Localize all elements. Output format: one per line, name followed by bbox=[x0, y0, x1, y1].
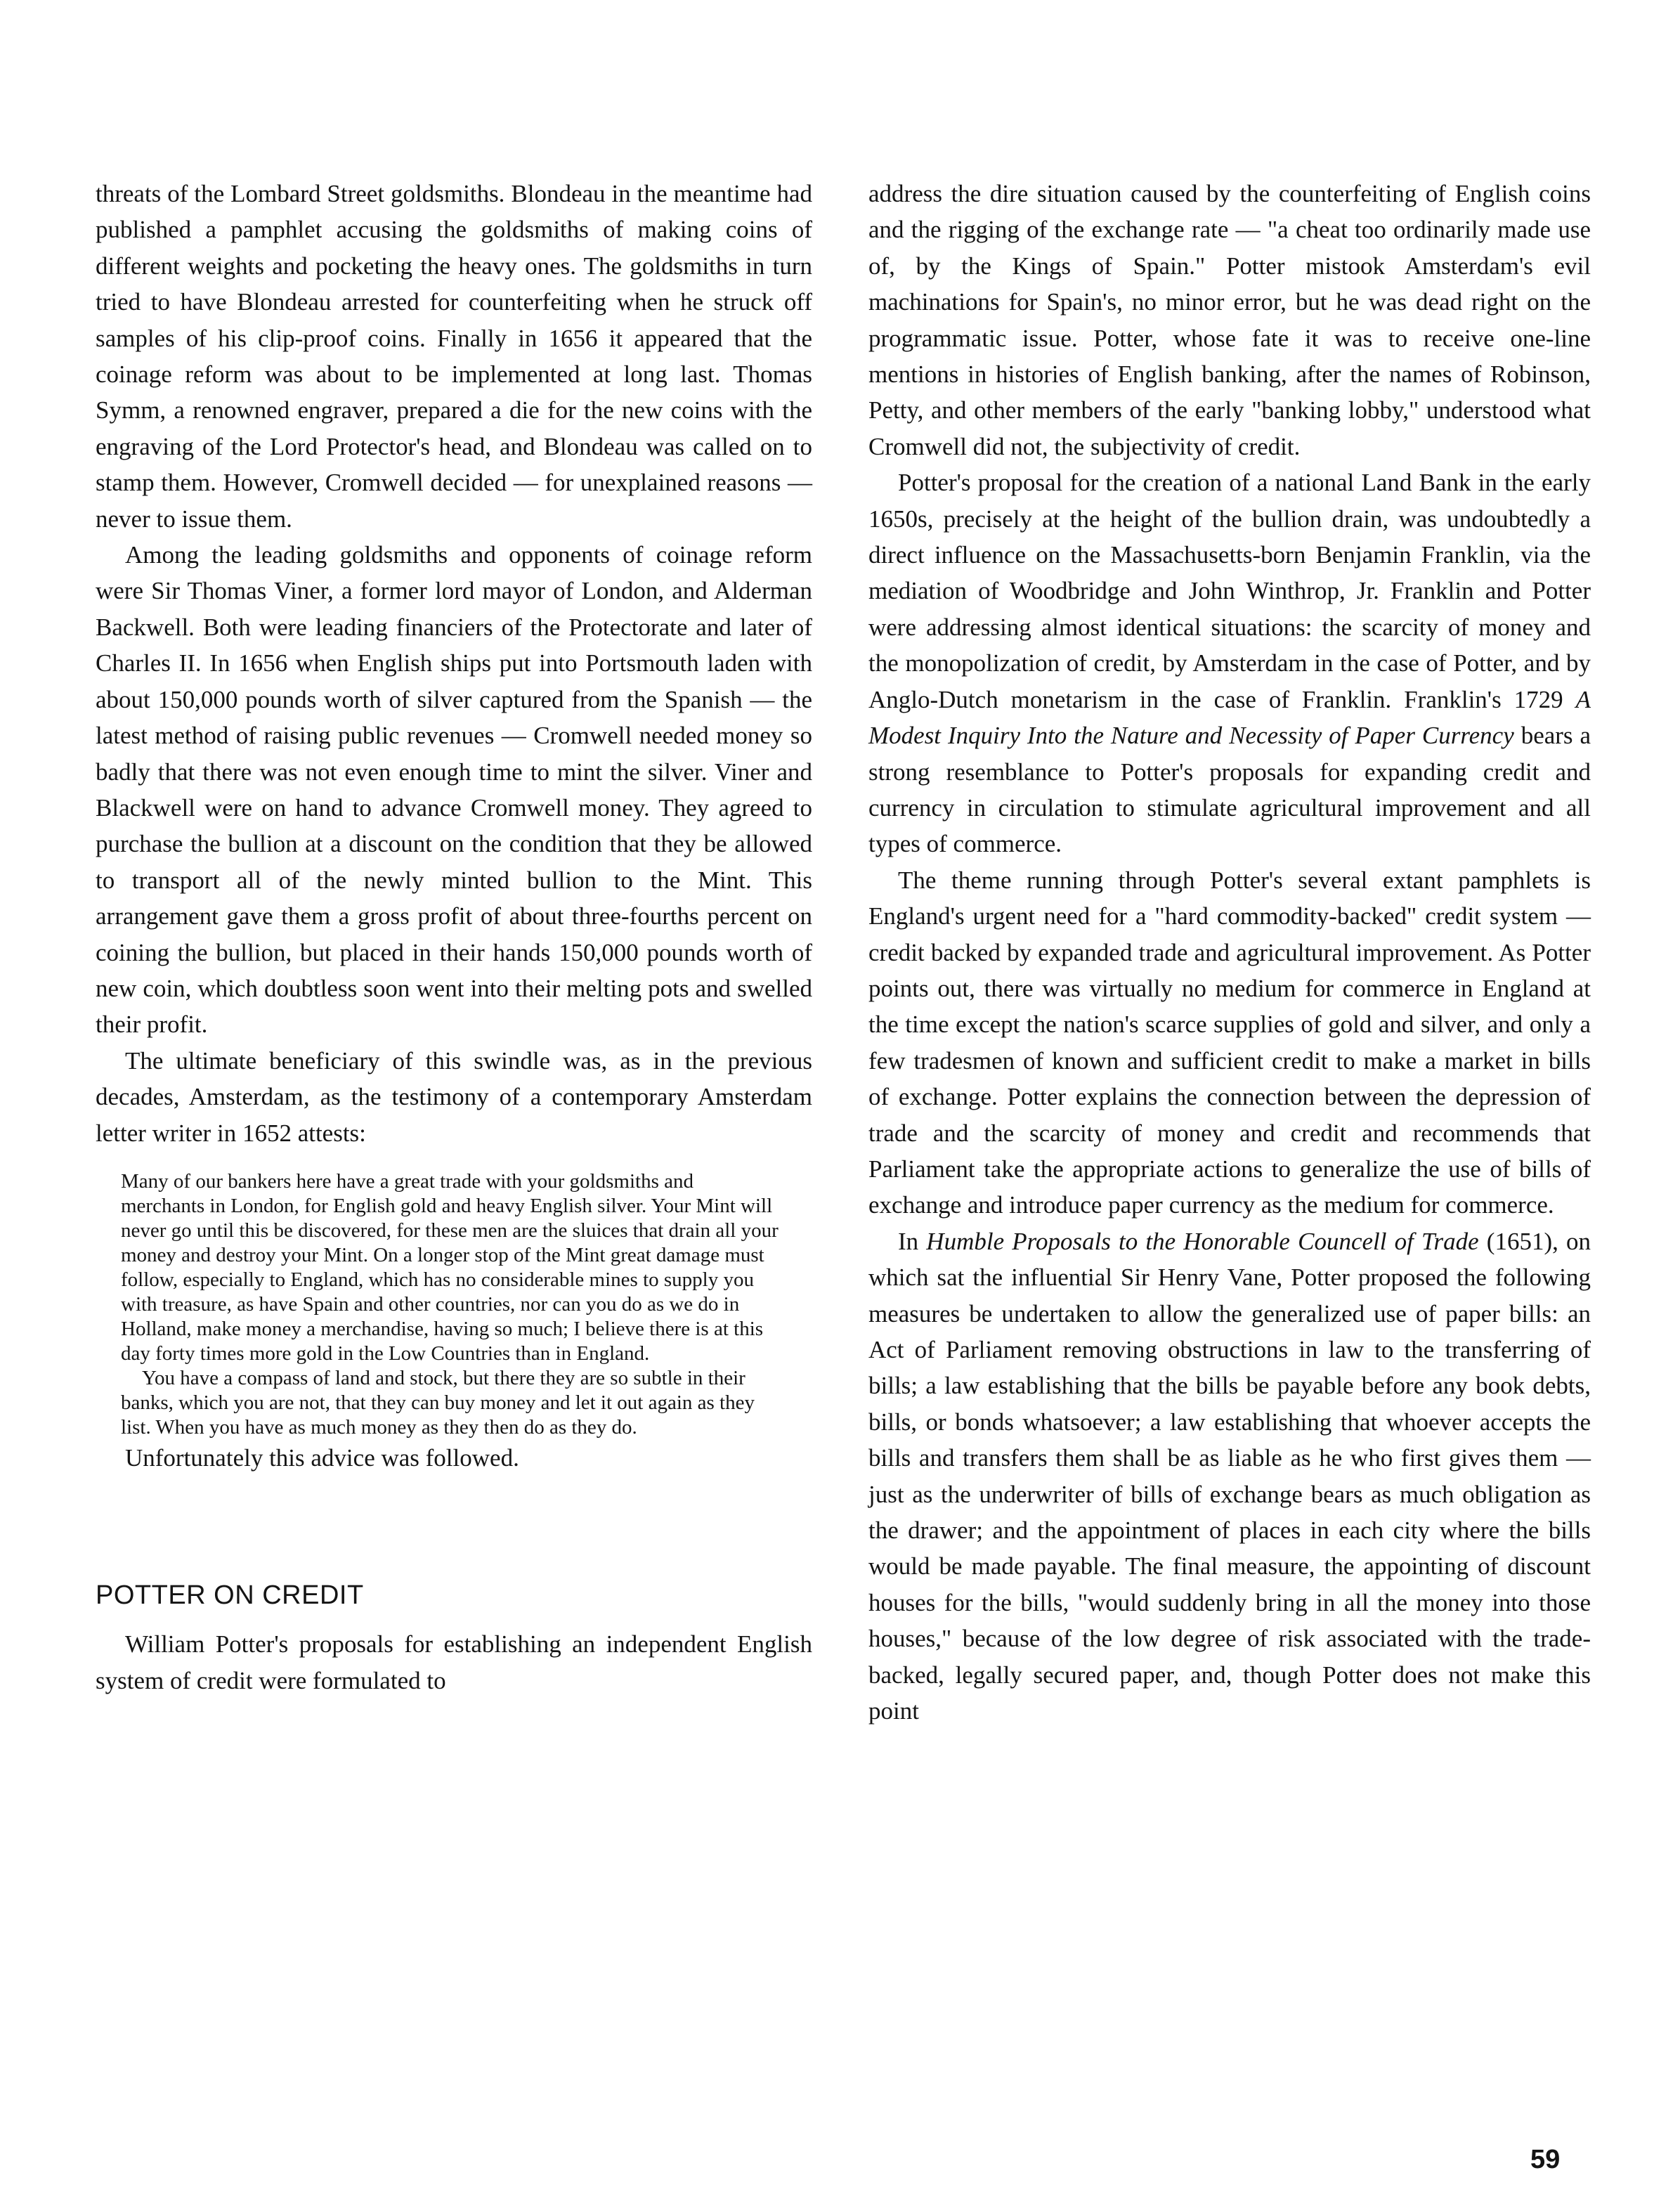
paragraph-text: (1651), on which sat the influential Sir Henry Vane, Potter proposed the following measures be undertaken to allow the generalized use of paper bills: an Act of Parliament removing obstructions in law to the transferring of bills; a law establishing that the bills be payable before any book debts, bills, or bonds whatsoever; a law establishing that whoever accepts the bills and transfers them shall be as liable as he who first gives them — just as the underwriter of bills of exchange bears as much obligation as the drawer; and the appointment of places in each city where the bills would be made payable. The final measure, the appointing of discount houses for the bills, "would suddenly bring in all the money into those houses," because of the low degree of risk associated with the trade-backed, legally secured paper, and, though Potter does not make this point bbox=[868, 1227, 1591, 1725]
paragraph bbox=[868, 1223, 1591, 1729]
book-title: Humble Proposals to the Honorable Councell of Trade bbox=[926, 1227, 1479, 1255]
page-number: 59 bbox=[1530, 2145, 1561, 2174]
right-column bbox=[868, 176, 1591, 1729]
paragraph: Among the leading goldsmiths and opponents of coinage reform were Sir Thomas Viner, a former lord mayor of London, and Alderman Backwell. Both were leading financiers of the Protectorate and later of Charles II. In 1656 when English ships put into Portsmouth laden with about 150,000 pounds worth of silver captured from the Spanish — the latest method of raising public revenues — Cromwell needed money so badly that there was not even enough time to mint the silver. Viner and Blackwell were on hand to advance Cromwell money. They agreed to purchase the bullion at a discount on the condition that they be allowed to transport all of the newly minted bullion to the Mint. This arrangement gave them a gross profit of about three-fourths percent on coining the bullion, but placed in their hands 150,000 pounds worth of new coin, which doubtless soon went into their melting pots and swelled their profit. bbox=[96, 541, 812, 1039]
paragraph-text: Potter's proposal for the creation of a national Land Bank in the early 1650s, precisely at the height of the bullion drain, was undoubtedly a direct influence on the Massachusetts-born Benjamin Franklin, via the mediation of Woodbridge and John Winthrop, Jr. Franklin and Potter were addressing almost identical situations: the scarcity of money and the monopolization of credit, by Amsterdam in the case of Potter, and by Anglo-Dutch monetarism in the case of Franklin. Franklin's 1729 bbox=[868, 469, 1591, 713]
quote-paragraph: You have a compass of land and stock, but there they are so subtle in their banks, which you are not, that they can buy money and let it out again as they list. When you have as much money as they then do as they do. bbox=[121, 1366, 755, 1439]
paragraph: The ultimate beneficiary of this swindle was, as in the previous decades, Amsterdam, as the testimony of a contemporary Amsterdam letter writer in 1652 attests: bbox=[96, 1046, 812, 1147]
section-heading: POTTER ON CREDIT bbox=[96, 1580, 364, 1611]
paragraph-text: In bbox=[898, 1227, 919, 1255]
paragraph: address the dire situation caused by the counterfeiting of English coins and the rigging of the exchange rate — "a cheat too ordinarily made use of, by the Kings of Spain." Potter mistook Amsterdam's evil machinations for Spain's, no minor error, but he was dead right on the programmatic issue. Potter, whose fate it was to receive one-line mentions in histories of English banking, after the names of Robinson, Petty, and other members of the early "banking lobby," understood what Cromwell did not, the subjectivity of credit. bbox=[868, 180, 1591, 460]
paragraph-text: bears a strong resemblance to Potter's proposals for expanding credit and currency in circulation to stimulate agricultural improvement and all types of commerce. bbox=[868, 722, 1591, 858]
block-quote bbox=[121, 1169, 781, 1440]
paragraph: Unfortunately this advice was followed. bbox=[125, 1443, 519, 1472]
paragraph: threats of the Lombard Street goldsmiths. Blondeau in the meantime had published a pamphlet accusing the goldsmiths of making coins of different weights and pocketing the heavy ones. The goldsmiths in turn tried to have Blondeau arrested for counterfeiting when he struck off samples of his clip-proof coins. Finally in 1656 it appeared that the coinage reform was about to be implemented at long last. Thomas Symm, a renowned engraver, prepared a die for the new coins with the engraving of the Lord Protector's head, and Blondeau was called on to stamp them. However, Cromwell decided — for unexplained reasons — never to issue them. bbox=[96, 180, 812, 533]
left-column bbox=[96, 176, 812, 1699]
paragraph: The theme running through Potter's several extant pamphlets is England's urgent need for a "hard commodity-backed" credit system — credit backed by expanded trade and agricultural improvement. As Potter points out, there was virtually no medium for commerce in England at the time except the nation's scarce supplies of gold and silver, and only a few tradesmen of known and sufficient credit to make a market in bills of exchange. Potter explains the connection between the depression of trade and the scarcity of money and credit and recommends that Parliament take the appropriate actions to generalize the use of bills of exchange and introduce paper currency as the medium for commerce. bbox=[868, 866, 1591, 1219]
paragraph bbox=[868, 465, 1591, 862]
paragraph: William Potter's proposals for establishing an independent English system of credit were formulated to bbox=[96, 1630, 812, 1694]
book-title: A Modest Inquiry Into the Nature and Necessity of Paper Currency bbox=[868, 685, 1591, 750]
quote-paragraph: Many of our bankers here have a great trade with your goldsmiths and merchants in London, for English gold and heavy English silver. Your Mint will never go until this be discovered, for these men are the sluices that drain all your money and destroy your Mint. On a longer stop of the Mint great damage must follow, especially to England, which has no considerable mines to supply you with treasure, as have Spain and other countries, nor can you do as we do in Holland, make money a merchandise, having so much; I believe there is at this day forty times more gold in the Low Countries than in England. bbox=[121, 1169, 779, 1365]
